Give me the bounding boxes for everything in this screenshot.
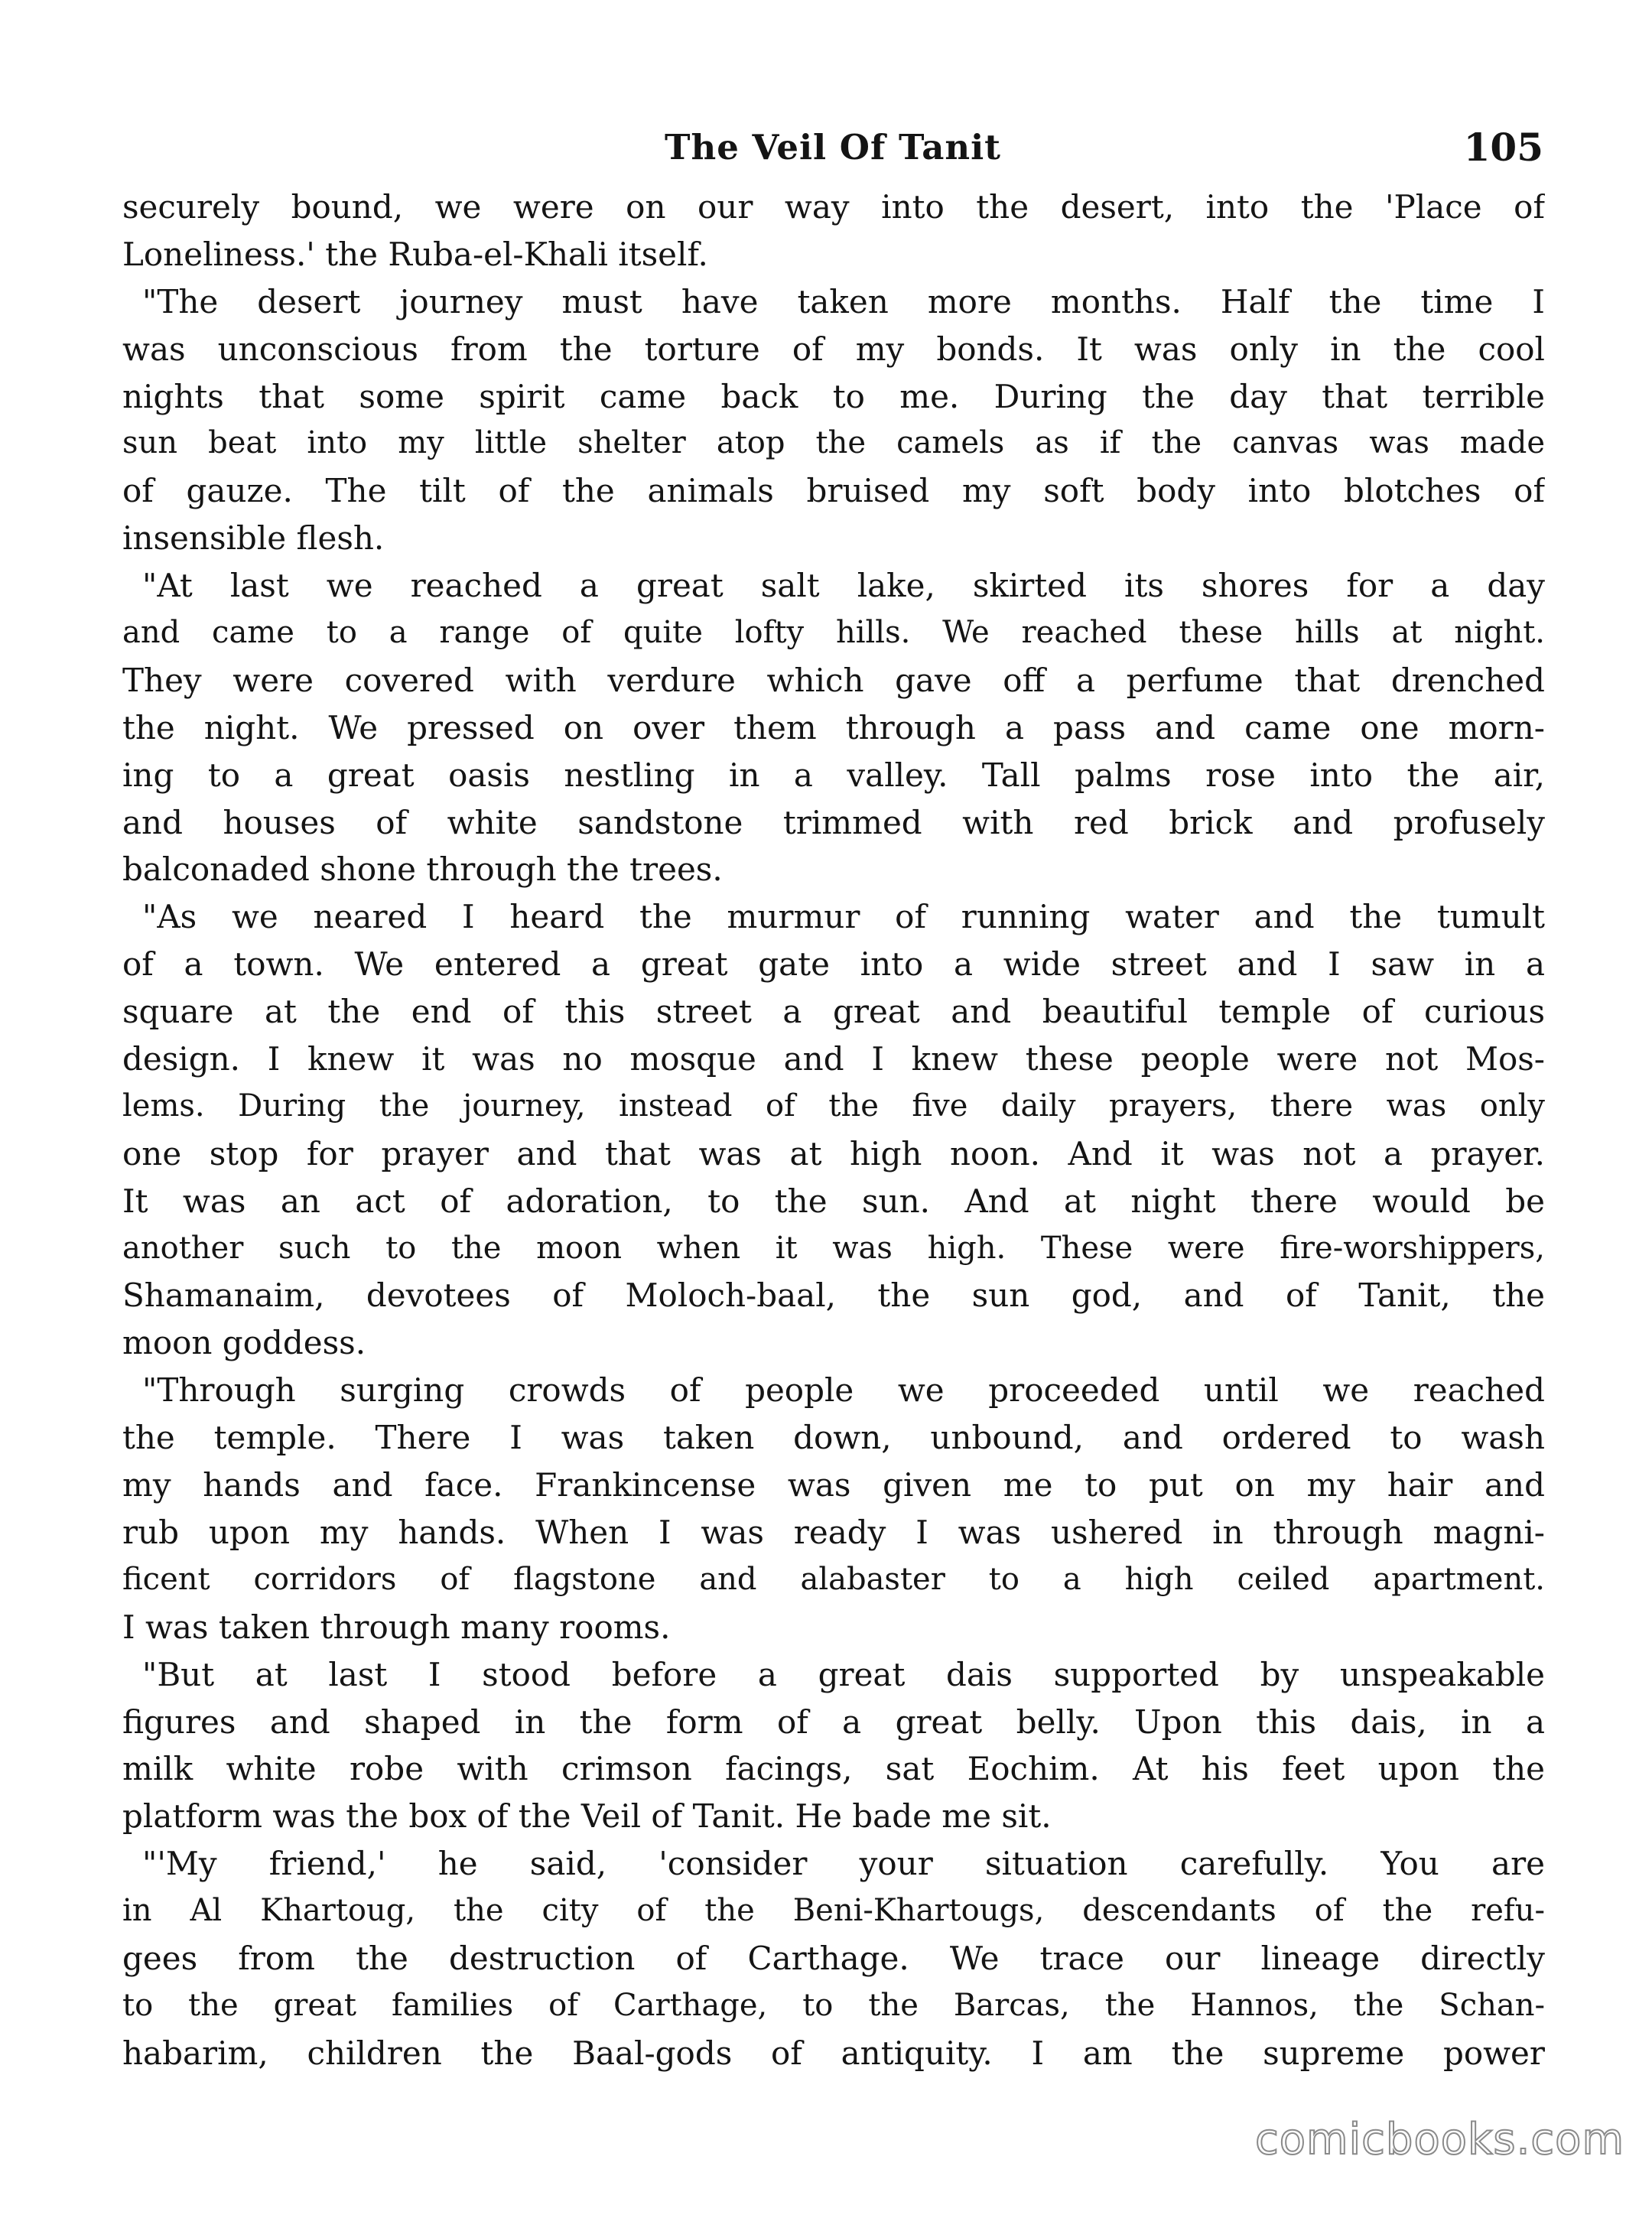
text-line: securely bound, we were on our way into the desert, into the 'Place of	[122, 188, 1545, 226]
text-line: square at the end of this street a great and beautiful temple of curious	[122, 993, 1545, 1031]
paragraph	[122, 184, 1545, 278]
paragraph	[122, 562, 1545, 893]
text-line: habarim, children the Baal-gods of antiquity. I am the supreme power	[122, 2034, 1545, 2072]
text-line: rub upon my hands. When I was ready I was ushered in through magni-	[122, 1513, 1545, 1551]
text-line: platform was the box of the Veil of Tanit. He bade me sit.	[122, 1797, 1052, 1836]
text-line: balconaded shone through the trees.	[122, 850, 723, 889]
paragraph	[122, 1840, 1545, 2077]
body-text	[122, 184, 1545, 2077]
paragraph	[122, 278, 1545, 562]
text-line: ficent corridors of flagstone and alabaster to a high ceiled apartment.	[122, 1561, 1545, 1597]
paragraph	[122, 1651, 1545, 1841]
text-line: milk white robe with crimson facings, sat Eochim. At his feet upon the	[122, 1750, 1545, 1788]
text-line: They were covered with verdure which gave off a perfume that drenched	[122, 661, 1545, 699]
running-head	[122, 121, 1543, 174]
text-line: "Through surging crowds of people we proceeded until we reached	[142, 1371, 1545, 1410]
text-line: "The desert journey must have taken more months. Half the time I	[142, 282, 1545, 320]
watermark: comicbooks.com	[1254, 2115, 1624, 2164]
text-line: the night. We pressed on over them through a pass and came one morn-	[122, 708, 1545, 746]
text-line: of gauze. The tilt of the animals bruised my soft body into blotches of	[122, 472, 1545, 510]
page-number: 105	[1463, 125, 1543, 170]
text-line: "At last we reached a great salt lake, skirted its shores for a day	[142, 567, 1545, 605]
paragraph	[122, 1367, 1545, 1650]
text-line: gees from the destruction of Carthage. We trace our lineage directly	[122, 1939, 1545, 1977]
text-line: figures and shaped in the form of a great belly. Upon this dais, in a	[122, 1703, 1545, 1741]
text-line: "But at last I stood before a great dais supported by unspeakable	[142, 1655, 1545, 1693]
text-line: sun beat into my little shelter atop the camels as if the canvas was made	[122, 425, 1545, 461]
running-title: The Veil Of Tanit	[665, 127, 1001, 167]
text-line: one stop for prayer and that was at high noon. And it was not a prayer.	[122, 1134, 1545, 1172]
text-line: and came to a range of quite lofty hills. We reached these hills at night.	[122, 615, 1545, 651]
text-line: It was an act of adoration, to the sun. And at night there would be	[122, 1182, 1545, 1220]
text-line: was unconscious from the torture of my bonds. It was only in the cool	[122, 330, 1545, 368]
text-line: ing to a great oasis nestling in a valley. Tall palms rose into the air,	[122, 756, 1545, 794]
text-line: and houses of white sandstone trimmed with red brick and profusely	[122, 803, 1545, 841]
paragraph	[122, 893, 1545, 1367]
text-line: "'My friend,' he said, 'consider your situation carefully. You are	[142, 1845, 1545, 1883]
text-line: Shamanaim, devotees of Moloch-baal, the sun god, and of Tanit, the	[122, 1276, 1545, 1315]
text-line: insensible flesh.	[122, 519, 385, 558]
text-line: Loneliness.' the Ruba-el-Khali itself.	[122, 235, 708, 273]
text-line: the temple. There I was taken down, unbound, and ordered to wash	[122, 1419, 1545, 1457]
text-line: lems. During the journey, instead of the five daily prayers, there was only	[122, 1088, 1545, 1124]
text-line: "As we neared I heard the murmur of running water and the tumult	[142, 898, 1545, 936]
text-line: of a town. We entered a great gate into a wide street and I saw in a	[122, 945, 1545, 984]
text-line: design. I knew it was no mosque and I knew these people were not Mos-	[122, 1040, 1545, 1078]
text-line: nights that some spirit came back to me. During the day that terrible	[122, 377, 1545, 415]
text-line: in Al Khartoug, the city of the Beni-Khartougs, descendants of the refu-	[122, 1893, 1545, 1929]
text-line: I was taken through many rooms.	[122, 1608, 671, 1646]
text-line: another such to the moon when it was high. These were fire-worshippers,	[122, 1230, 1545, 1266]
text-line: moon goddess.	[122, 1324, 366, 1362]
text-line: my hands and face. Frankincense was given me to put on my hair and	[122, 1466, 1545, 1504]
text-line: to the great families of Carthage, to the Barcas, the Hannos, the Schan-	[122, 1987, 1545, 2023]
